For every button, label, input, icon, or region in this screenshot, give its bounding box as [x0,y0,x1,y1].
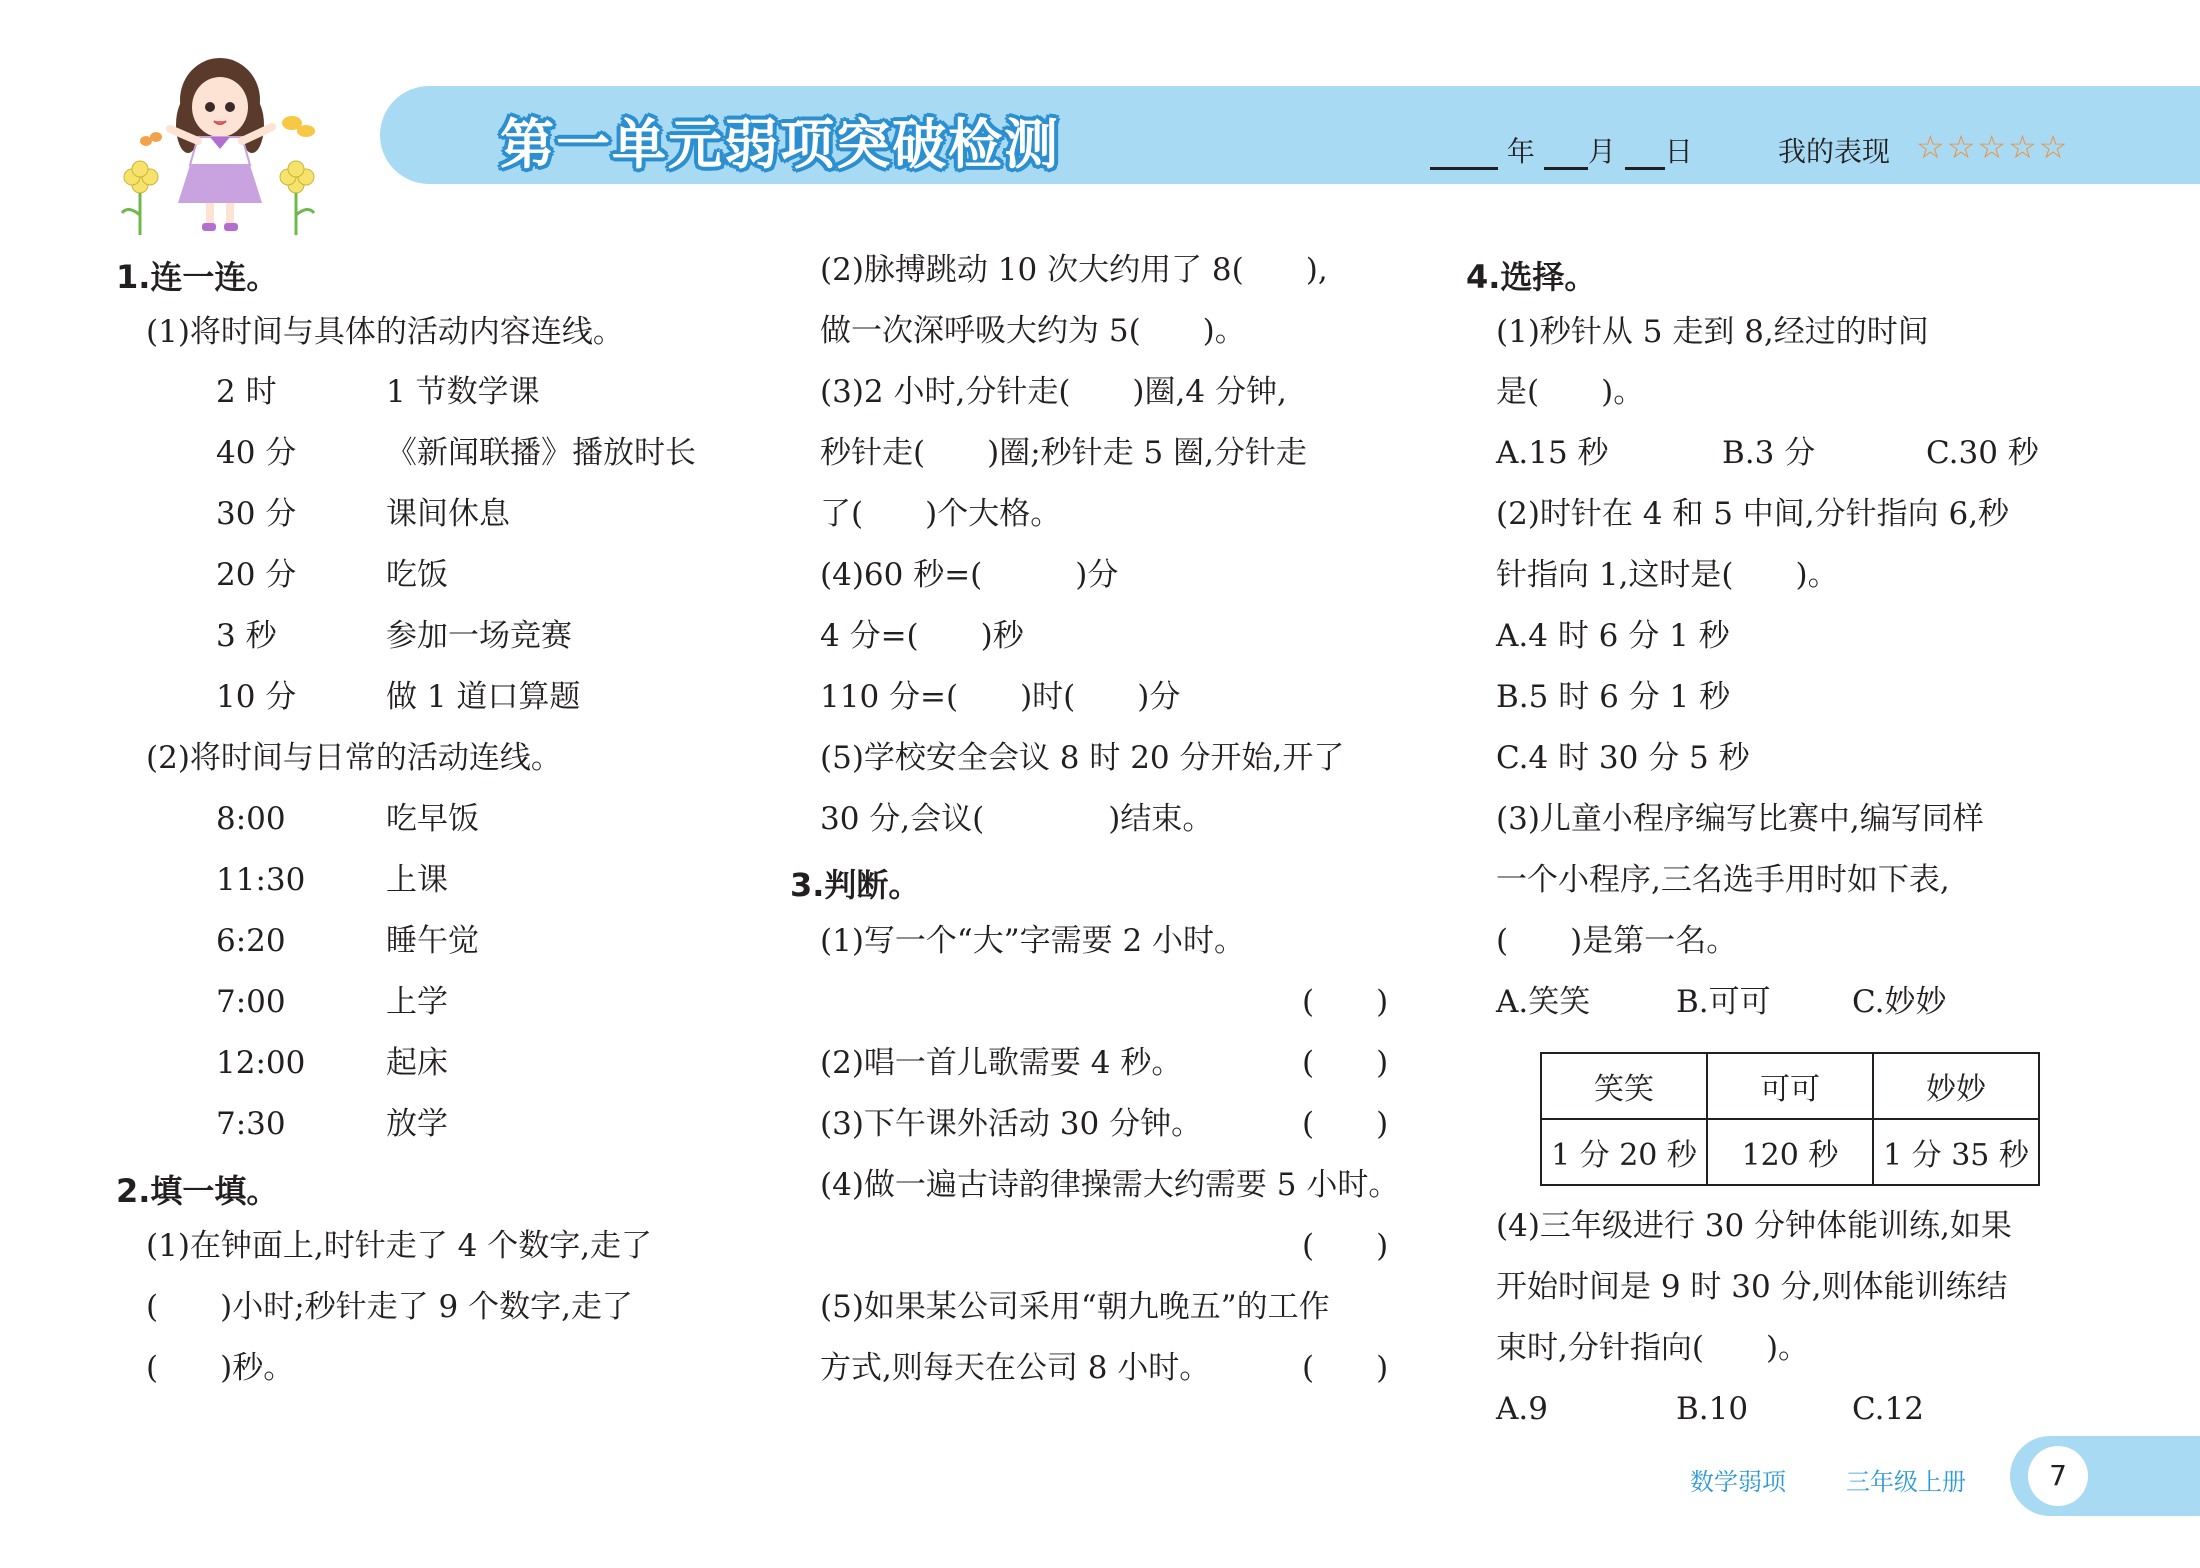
fill-q2-line2: 做一次深呼吸大约为 5( )。 [820,313,1246,349]
choice-q3-option-b[interactable]: B.可可 [1676,984,1771,1020]
section4-heading: 4.选择。 [1466,258,1597,296]
choice-q4-line3: 束时,分针指向( )。 [1496,1330,1810,1366]
match2-activity-6[interactable]: 放学 [386,1106,448,1142]
day-blank[interactable] [1625,135,1665,170]
match2-time-6[interactable]: 7:30 [216,1106,286,1142]
match1-activity-6[interactable]: 做 1 道口算题 [386,679,581,715]
match1-activity-3[interactable]: 课间休息 [386,496,510,532]
judge-q5-line2: 方式,则每天在公司 8 小时。 [820,1350,1211,1386]
match1-time-6[interactable]: 10 分 [216,679,297,715]
table-cell: 1 分 35 秒 [1873,1119,2039,1185]
judge-q4-answer[interactable]: ( ) [1302,1228,1389,1264]
page-title: 第一单元弱项突破检测 [500,112,1060,176]
times-table [1540,1052,2040,1186]
choice-q1-line2: 是( )。 [1496,374,1645,410]
page-number: 7 [2028,1446,2088,1506]
month-blank[interactable] [1544,135,1588,170]
table-header-cell: 笑笑 [1541,1053,1707,1119]
section2-heading: 2.填一填。 [116,1172,279,1210]
choice-q4-line1: (4)三年级进行 30 分钟体能训练,如果 [1496,1208,2012,1244]
match2-activity-1[interactable]: 吃早饭 [386,801,479,837]
table-header-cell: 可可 [1707,1053,1873,1119]
choice-q2-option-c[interactable]: C.4 时 30 分 5 秒 [1496,740,1750,776]
choice-q1-option-c[interactable]: C.30 秒 [1926,435,2039,471]
match2-activity-4[interactable]: 上学 [386,984,448,1020]
judge-q3: (3)下午课外活动 30 分钟。 [820,1106,1203,1142]
choice-q3-option-c[interactable]: C.妙妙 [1852,984,1947,1020]
fill-q2-line1: (2)脉搏跳动 10 次大约用了 8( ), [820,252,1328,288]
table-header-cell: 妙妙 [1873,1053,2039,1119]
judge-q1-answer[interactable]: ( ) [1302,984,1389,1020]
judge-q5-answer[interactable]: ( ) [1302,1350,1389,1386]
choice-q2-line1: (2)时针在 4 和 5 中间,分针指向 6,秒 [1496,496,2010,532]
fill-q1-line3: ( )秒。 [146,1350,295,1386]
match2-activity-5[interactable]: 起床 [386,1045,448,1081]
girl-mascot-illustration [110,45,330,245]
choice-q3-line3: ( )是第一名。 [1496,923,1738,959]
match2-activity-2[interactable]: 上课 [386,862,448,898]
rating-stars-icon[interactable]: ☆☆☆☆☆ [1916,128,2070,166]
choice-q3-line2: 一个小程序,三名选手用时如下表, [1496,862,1950,898]
choice-q4-line2: 开始时间是 9 时 30 分,则体能训练结 [1496,1269,2008,1305]
table-row [1541,1119,2039,1185]
match1-activity-4[interactable]: 吃饭 [386,557,448,593]
day-label: 日 [1664,135,1693,168]
choice-q4-option-c[interactable]: C.12 [1852,1391,1924,1427]
year-blank[interactable] [1430,135,1498,170]
fill-q1-line1: (1)在钟面上,时针走了 4 个数字,走了 [146,1228,653,1264]
judge-q2: (2)唱一首儿歌需要 4 秒。 [820,1045,1183,1081]
match1-time-3[interactable]: 30 分 [216,496,297,532]
choice-q3-line1: (3)儿童小程序编写比赛中,编写同样 [1496,801,1984,837]
choice-q2-option-b[interactable]: B.5 时 6 分 1 秒 [1496,679,1731,715]
fill-q5-line2: 30 分,会议( )结束。 [820,801,1214,837]
match1-time-5[interactable]: 3 秒 [216,618,277,654]
choice-q2-line2: 针指向 1,这时是( )。 [1496,557,1839,593]
fill-q5-line1: (5)学校安全会议 8 时 20 分开始,开了 [820,740,1345,776]
match1-time-4[interactable]: 20 分 [216,557,297,593]
section3-heading: 3.判断。 [790,866,921,904]
fill-q1-line2: ( )小时;秒针走了 9 个数字,走了 [146,1289,633,1325]
match1-activity-2[interactable]: 《新闻联播》播放时长 [386,435,696,471]
choice-q4-option-a[interactable]: A.9 [1496,1391,1548,1427]
performance-label: 我的表现 [1778,135,1891,168]
fill-q3-line2: 秒针走( )圈;秒针走 5 圈,分针走 [820,435,1307,471]
footer-grade: 三年级上册 [1846,1468,1966,1496]
match1-activity-1[interactable]: 1 节数学课 [386,374,540,410]
choice-q3-option-a[interactable]: A.笑笑 [1496,984,1591,1020]
date-fields [1430,130,1693,170]
choice-q2-option-a[interactable]: A.4 时 6 分 1 秒 [1496,618,1730,654]
judge-q3-answer[interactable]: ( ) [1302,1106,1389,1142]
choice-q4-option-b[interactable]: B.10 [1676,1391,1749,1427]
choice-q1-line1: (1)秒针从 5 走到 8,经过的时间 [1496,314,1929,350]
fill-q3-line1: (3)2 小时,分针走( )圈,4 分钟, [820,374,1287,410]
match2-time-1[interactable]: 8:00 [216,801,286,837]
table-cell: 120 秒 [1707,1119,1873,1185]
match1-activity-5[interactable]: 参加一场竞赛 [386,618,572,654]
table-row [1541,1053,2039,1119]
judge-q2-answer[interactable]: ( ) [1302,1045,1389,1081]
year-label: 年 [1506,135,1535,168]
footer-book-title: 数学弱项 [1690,1468,1786,1496]
section1-heading: 1.连一连。 [116,258,279,296]
judge-q1: (1)写一个“大”字需要 2 小时。 [820,923,1246,959]
choice-q1-option-a[interactable]: A.15 秒 [1496,435,1609,471]
match2-activity-3[interactable]: 睡午觉 [386,923,479,959]
fill-q3-line3: 了( )个大格。 [820,496,1062,532]
match2-time-3[interactable]: 6:20 [216,923,286,959]
judge-q4: (4)做一遍古诗韵律操需大约需要 5 小时。 [820,1167,1400,1203]
section1-sub1: (1)将时间与具体的活动内容连线。 [146,314,624,350]
choice-q1-option-b[interactable]: B.3 分 [1722,435,1816,471]
fill-q4-line2: 4 分=( )秒 [820,618,1024,654]
match2-time-2[interactable]: 11:30 [216,862,306,898]
month-label: 月 [1587,135,1616,168]
match2-time-4[interactable]: 7:00 [216,984,286,1020]
fill-q4-line1: (4)60 秒=( )分 [820,557,1119,593]
judge-q5-line1: (5)如果某公司采用“朝九晚五”的工作 [820,1289,1330,1325]
table-cell: 1 分 20 秒 [1541,1119,1707,1185]
match1-time-2[interactable]: 40 分 [216,435,297,471]
fill-q4-line3: 110 分=( )时( )分 [820,679,1181,715]
section1-sub2: (2)将时间与日常的活动连线。 [146,740,562,776]
match1-time-1[interactable]: 2 时 [216,374,277,410]
match2-time-5[interactable]: 12:00 [216,1045,306,1081]
